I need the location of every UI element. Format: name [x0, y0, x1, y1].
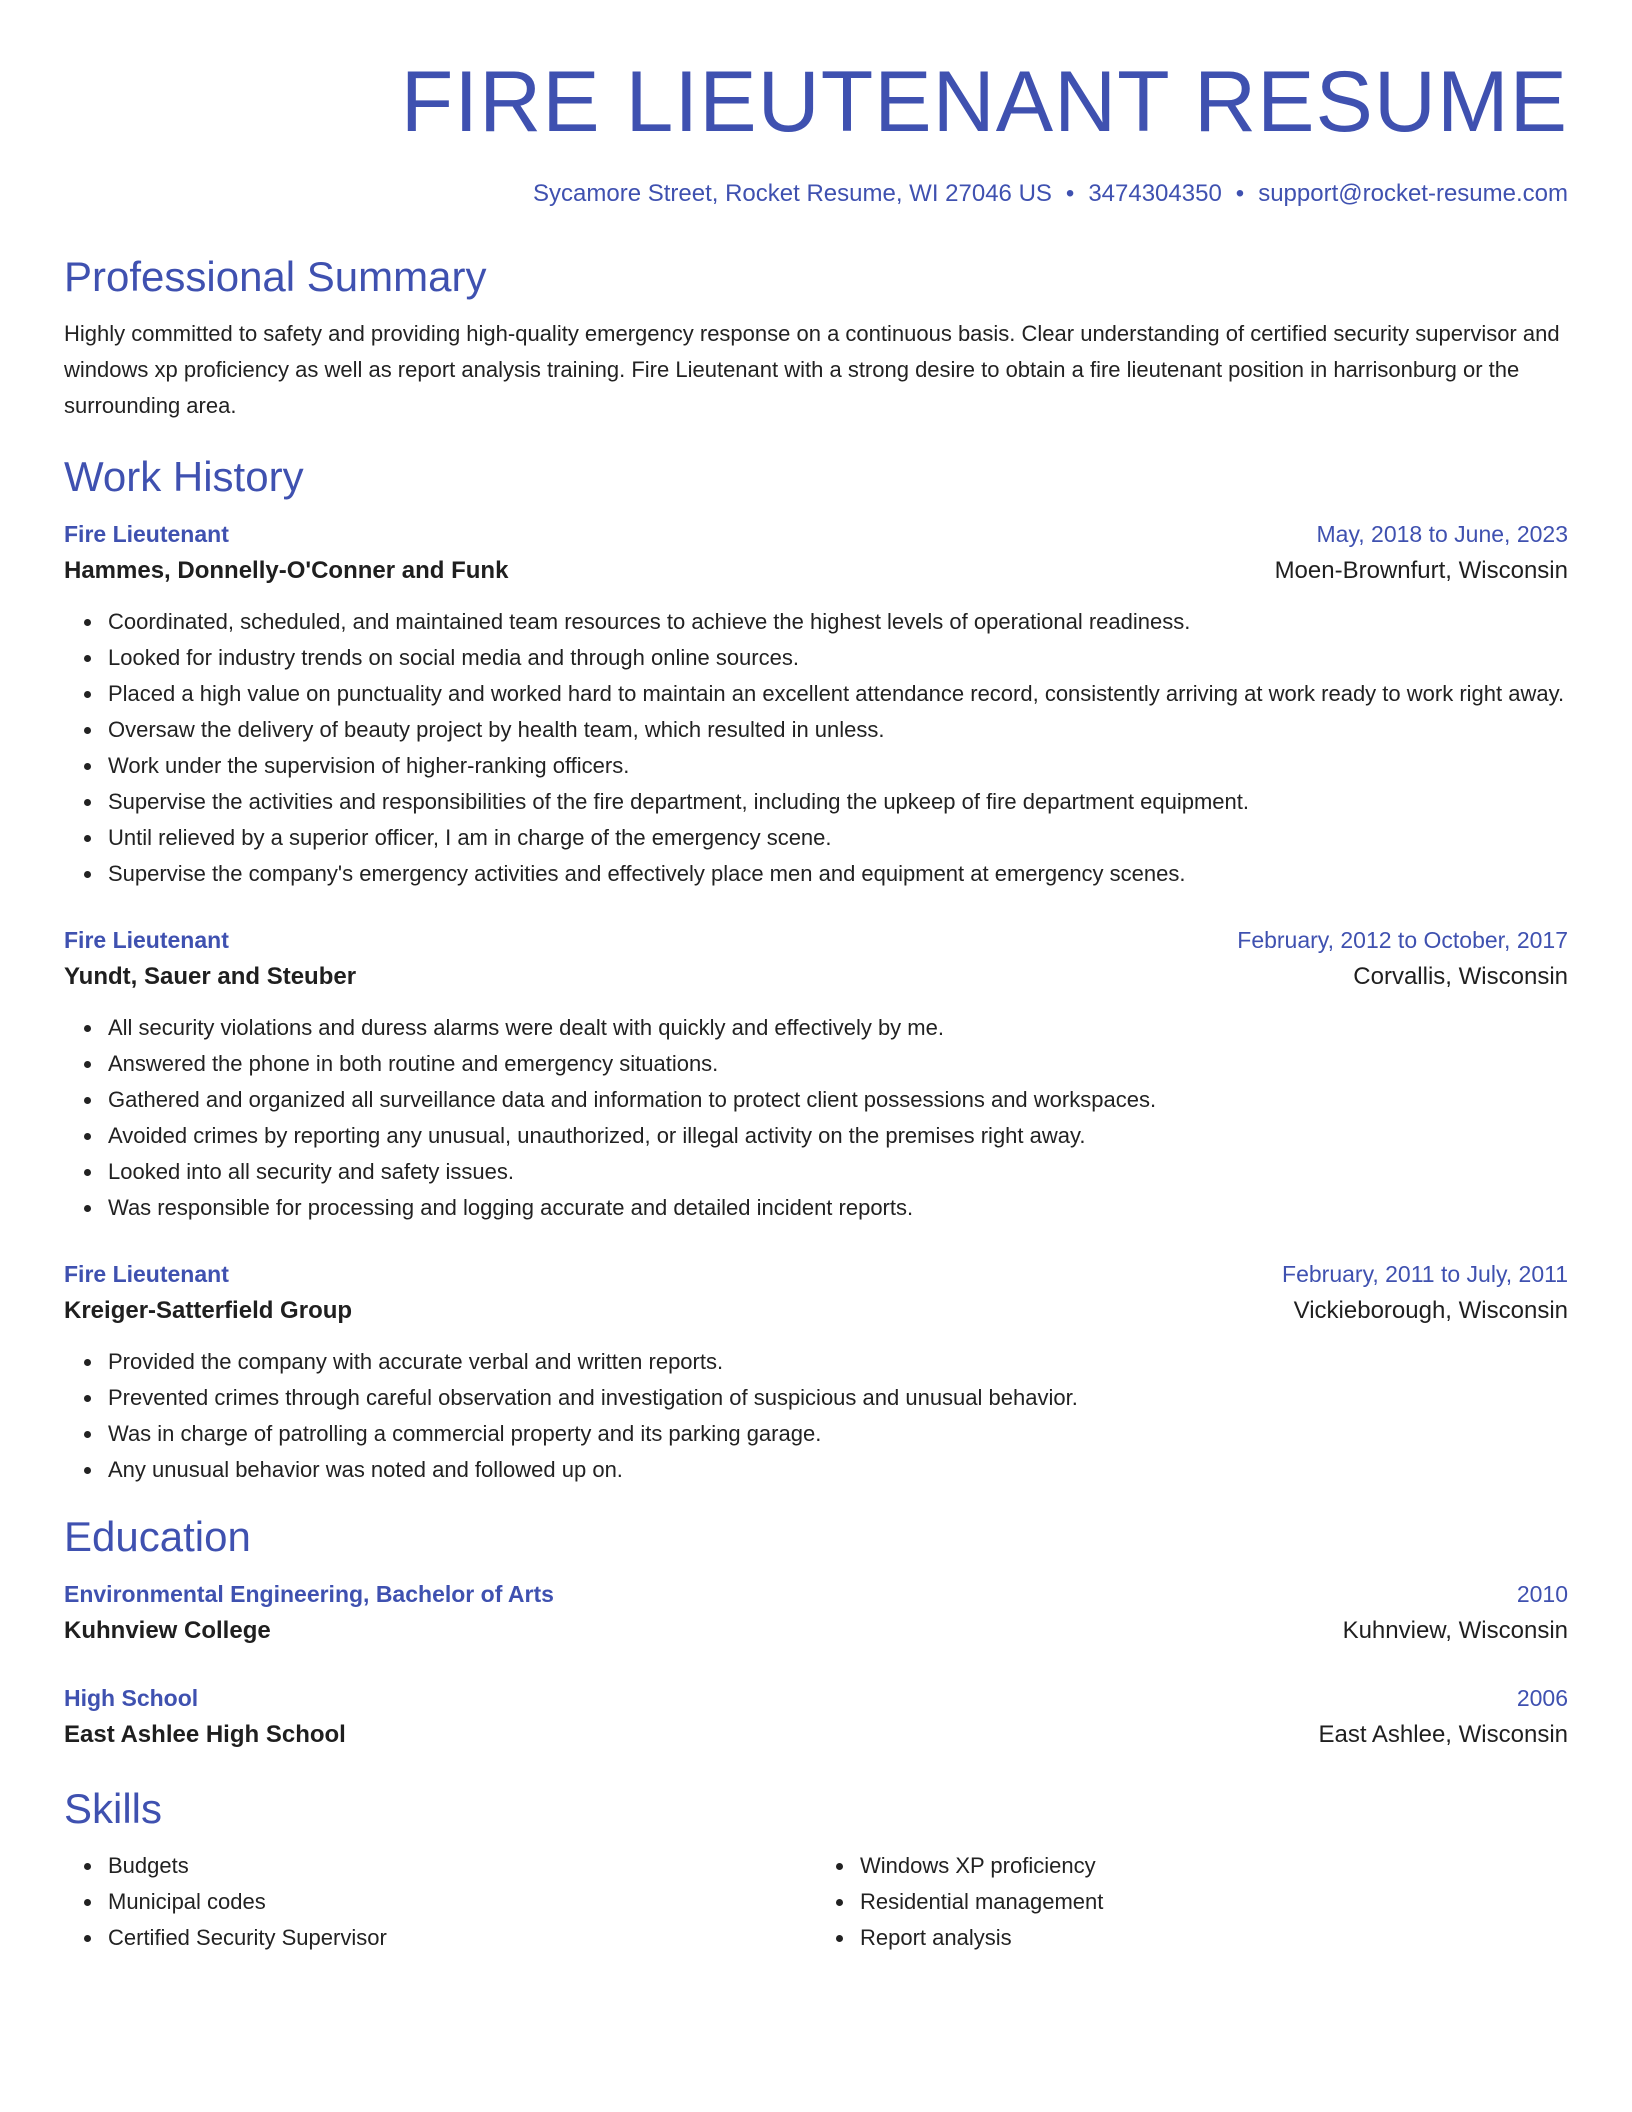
skills-list [64, 1848, 1568, 1956]
contact-separator: • [1065, 180, 1075, 207]
job-bullet: Coordinated, scheduled, and maintained team resources to achieve the highest levels of operational readiness. [108, 604, 1568, 640]
job-bullet: Looked into all security and safety issues. [108, 1154, 1568, 1190]
summary-heading: Professional Summary [64, 253, 487, 300]
job-bullet: Looked for industry trends on social media and through online sources. [108, 640, 1568, 676]
job-title: Fire Lieutenant [64, 1261, 229, 1287]
job-title: Fire Lieutenant [64, 521, 229, 547]
contact-line [64, 178, 1568, 210]
job-bullet: Supervise the activities and responsibilities of the fire department, including the upkeep of fire department equipment. [108, 784, 1568, 820]
job-title: Fire Lieutenant [64, 927, 229, 953]
job-location: Corvallis, Wisconsin [1353, 963, 1568, 990]
job-bullet: All security violations and duress alarms were dealt with quickly and effectively by me. [108, 1010, 1568, 1046]
job-location: Vickieborough, Wisconsin [1293, 1297, 1568, 1324]
job-dates: February, 2012 to October, 2017 [1237, 927, 1568, 953]
skills-column-right [816, 1848, 1568, 1956]
job-entry [64, 516, 1568, 892]
contact-separator: • [1235, 180, 1245, 207]
job-bullet: Avoided crimes by reporting any unusual, unauthorized, or illegal activity on the premises right away. [108, 1118, 1568, 1154]
job-bullet: Work under the supervision of higher-ranking officers. [108, 748, 1568, 784]
contact-address: Sycamore Street, Rocket Resume, WI 27046 US [533, 180, 1052, 207]
contact-phone: 3474304350 [1088, 180, 1222, 207]
job-bullet: Prevented crimes through careful observation and investigation of suspicious and unusual behavior. [108, 1380, 1568, 1416]
job-bullet: Answered the phone in both routine and emergency situations. [108, 1046, 1568, 1082]
summary-text: Highly committed to safety and providing high-quality emergency response on a continuous basis. Clear understanding of certified security supervisor and windows xp proficiency as well as report analysis training. Fire Lieutenant with a strong desire to obtain a fire lieutenant position in harrisonburg or the surrounding area. [64, 321, 1560, 418]
job-entry [64, 1256, 1568, 1488]
education-location: Kuhnview, Wisconsin [1342, 1617, 1568, 1644]
job-company: Hammes, Donnelly-O'Conner and Funk [64, 557, 509, 584]
job-bullet: Until relieved by a superior officer, I am in charge of the emergency scene. [108, 820, 1568, 856]
education-entry [64, 1576, 1568, 1650]
job-bullet: Oversaw the delivery of beauty project by health team, which resulted in unless. [108, 712, 1568, 748]
job-bullet: Was responsible for processing and logging accurate and detailed incident reports. [108, 1190, 1568, 1226]
job-bullet: Was in charge of patrolling a commercial property and its parking garage. [108, 1416, 1568, 1452]
education-entry [64, 1680, 1568, 1754]
job-bullets [64, 1010, 1568, 1226]
resume-title: FIRE LIEUTENANT RESUME [400, 54, 1568, 150]
skill-item: Budgets [108, 1848, 816, 1884]
job-bullets [64, 1344, 1568, 1488]
job-bullets [64, 604, 1568, 892]
skill-item: Windows XP proficiency [860, 1848, 1568, 1884]
job-location: Moen-Brownfurt, Wisconsin [1274, 557, 1568, 584]
skills-column-left [64, 1848, 816, 1956]
work-history-heading: Work History [64, 453, 304, 500]
job-bullet: Supervise the company's emergency activities and effectively place men and equipment at emergency scenes. [108, 856, 1568, 892]
skills-heading: Skills [64, 1785, 163, 1832]
job-bullet: Provided the company with accurate verbal and written reports. [108, 1344, 1568, 1380]
job-entry [64, 922, 1568, 1226]
job-dates: May, 2018 to June, 2023 [1316, 521, 1568, 547]
skill-item: Municipal codes [108, 1884, 816, 1920]
job-company: Kreiger-Satterfield Group [64, 1297, 353, 1324]
education-degree: Environmental Engineering, Bachelor of Arts [64, 1581, 554, 1607]
job-company: Yundt, Sauer and Steuber [64, 963, 357, 990]
job-bullet: Placed a high value on punctuality and worked hard to maintain an excellent attendance record, consistently arriving at work ready to work right away. [108, 676, 1568, 712]
skill-item: Certified Security Supervisor [108, 1920, 816, 1956]
skill-item: Residential management [860, 1884, 1568, 1920]
education-year: 2006 [1516, 1685, 1568, 1711]
education-degree: High School [64, 1685, 199, 1711]
skill-item: Report analysis [860, 1920, 1568, 1956]
education-location: East Ashlee, Wisconsin [1318, 1721, 1568, 1748]
job-bullet: Any unusual behavior was noted and followed up on. [108, 1452, 1568, 1488]
education-school: East Ashlee High School [64, 1721, 346, 1748]
education-heading: Education [64, 1513, 251, 1560]
job-bullet: Gathered and organized all surveillance data and information to protect client possessions and workspaces. [108, 1082, 1568, 1118]
job-dates: February, 2011 to July, 2011 [1282, 1261, 1568, 1287]
education-year: 2010 [1516, 1581, 1568, 1607]
education-school: Kuhnview College [64, 1617, 271, 1644]
contact-email: support@rocket-resume.com [1258, 180, 1568, 207]
